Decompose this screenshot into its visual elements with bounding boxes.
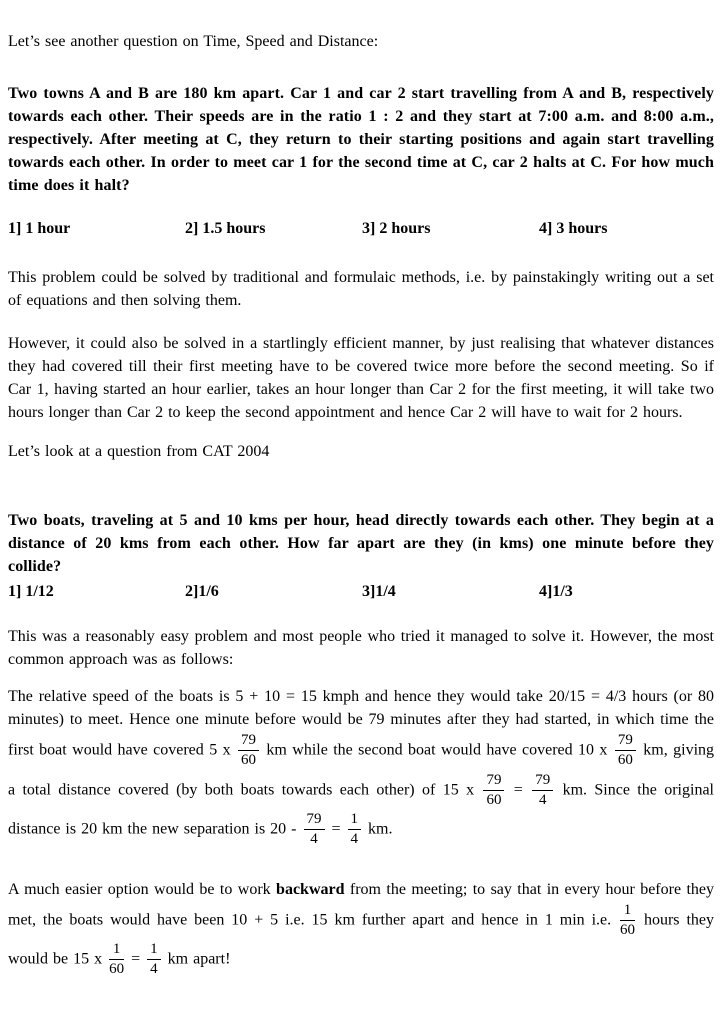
fraction-numerator: 79 (615, 732, 636, 751)
fraction-numerator: 1 (620, 902, 635, 921)
inline-fraction (618, 901, 637, 941)
inline-fraction (530, 771, 555, 811)
fraction-denominator: 60 (620, 921, 636, 938)
commentary-efficient-method (8, 332, 714, 424)
question-2 (8, 509, 714, 578)
answer-option: 1] 1/12 (8, 583, 54, 600)
options-row-2 (8, 580, 714, 603)
text-run: backward (276, 880, 345, 898)
inline-fraction (145, 940, 163, 980)
fraction-numerator: 79 (238, 732, 259, 751)
inline-fraction (302, 810, 327, 850)
text-run: The relative speed of the boats is 5 + 10 = 15 kmph and hence they would take 20/15 = 4/3 hours (or 80 minutes) to meet. Hence one minute before would be 79 minutes after they had started, in which time the first boat would have covered 5 x (8, 688, 714, 759)
fraction-numerator: 79 (304, 811, 325, 830)
text-run: This was a reasonably easy problem and most people who tried it managed to solve it. However, the most common approach was as follows: (8, 628, 714, 668)
answer-option: 2]1/6 (185, 583, 219, 600)
text-run: A much easier option would be to work (8, 880, 277, 898)
text-run: from the meeting; to say that in every hour before they met, the boats would have been 10 + 5 i.e. 15 km further apart and hence in 1 min i.e. (8, 880, 715, 928)
text-run: hours they would be 15 x (8, 910, 714, 968)
fraction-numerator: 79 (532, 772, 553, 791)
fraction-numerator: 1 (109, 941, 124, 960)
text-run: = (506, 780, 531, 798)
answer-option: 1] 1 hour (8, 220, 71, 237)
answer-option: 2] 1.5 hours (185, 220, 266, 237)
fraction-numerator: 1 (147, 941, 161, 960)
fraction-denominator: 60 (109, 961, 125, 978)
answer-option: 4]1/3 (539, 583, 573, 600)
fraction-denominator: 4 (310, 831, 318, 848)
text-run: km while the second boat would have covered 10 x (261, 741, 613, 759)
fraction-denominator: 60 (241, 752, 257, 769)
question-1 (8, 82, 714, 197)
fraction-numerator: 1 (348, 811, 362, 830)
backward-method (8, 878, 714, 980)
text-run: km, giving a total distance covered (by both boats towards each other) of 15 x (8, 741, 715, 798)
fraction-denominator: 60 (617, 752, 633, 769)
inline-fraction (346, 810, 364, 850)
options-row-1 (8, 217, 714, 240)
text-run: Two boats, traveling at 5 and 10 kms per hour, head directly towards each other. They begin at a distance of 20 kms from each other. How far apart are they (in kms) one minute before they collide? (8, 512, 714, 575)
inline-fraction (107, 940, 126, 980)
text-run: Two towns A and B are 180 km apart. Car 1 and car 2 start travelling from A and B, respectively towards each other. Their speeds are in the ratio 1 : 2 and they start at 7:00 a.m. and 8:00 a.m., respectively. After meeting at C, they return to their starting positions and again start travelling towards each other. In order to meet car 1 for the second time at C, car 2 halts at C. For how much time does it halt? (8, 85, 714, 194)
commentary-traditional-method (8, 266, 714, 312)
text-run: However, it could also be solved in a startlingly efficient manner, by just realising that whatever distances they had covered till their first meeting have to be covered twice more before the second meeting. So if Car 1, having started an hour earlier, takes an hour longer than Car 2 for the first meeting, it will take two hours longer than Car 2 to keep the second appointment and hence Car 2 will have to wait for 2 hours. (8, 335, 714, 421)
inline-fraction (481, 771, 506, 811)
fraction-denominator: 60 (486, 791, 502, 808)
text-run: Let’s see another question on Time, Speed and Distance: (8, 33, 379, 50)
text-run: = (326, 820, 346, 838)
text-run: km apart! (162, 950, 231, 968)
commentary-common-approach (8, 625, 714, 671)
answer-option: 4] 3 hours (539, 220, 608, 237)
fraction-numerator: 79 (483, 772, 504, 791)
text-run: = (126, 950, 146, 968)
fraction-denominator: 4 (538, 791, 547, 808)
solution-calculation (8, 685, 714, 850)
document-content (8, 30, 714, 980)
fraction-denominator: 4 (150, 961, 158, 978)
cat-reference-line (8, 440, 714, 463)
answer-option: 3] 2 hours (362, 220, 431, 237)
text-run: km. (363, 820, 393, 838)
intro-line (8, 30, 714, 53)
text-run: km. Since the original distance is 20 km the new separation is 20 - (8, 780, 714, 838)
inline-fraction (236, 731, 261, 771)
answer-option: 3]1/4 (362, 583, 396, 600)
text-run: This problem could be solved by traditional and formulaic methods, i.e. by painstakingly writing out a set of equations and then solving them. (8, 269, 714, 309)
inline-fraction (613, 731, 638, 771)
text-run: Let’s look at a question from CAT 2004 (8, 443, 270, 460)
fraction-denominator: 4 (350, 831, 359, 848)
